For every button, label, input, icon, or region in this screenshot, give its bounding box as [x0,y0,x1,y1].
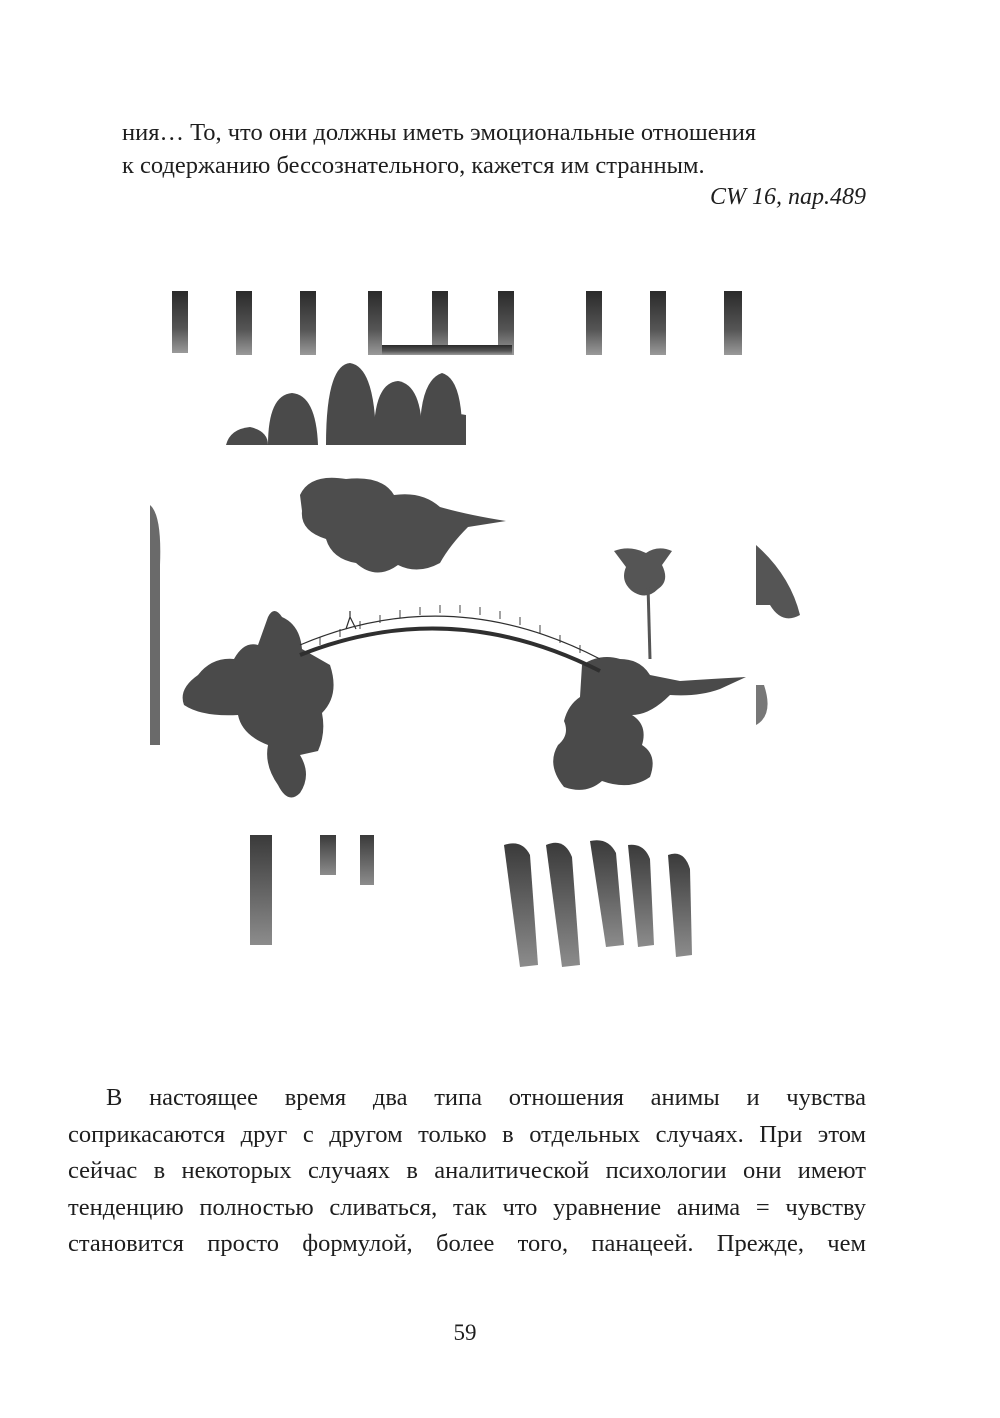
cloud-right [614,548,672,659]
ink-painting-bridge-illustration [150,245,810,1005]
body-line: соприкасаются друг с другом только в отдельных случаях. При этом [68,1120,866,1148]
cloud-left [300,478,506,573]
top-bars [172,291,742,355]
epigraph-quote [122,116,867,182]
quote-line: ния… То, что они должны иметь эмоциональные отношения [122,119,757,146]
quote-citation: CW 16, пар.489 [710,184,866,210]
body-line: В настоящее время два типа отношения анимы и чувства [106,1084,866,1111]
quote-line: к содержанию бессознательного, кажется им странным. [122,152,705,179]
body-paragraph [68,1080,866,1263]
body-line: сейчас в некоторых случаях в аналитической психологии они имеют [68,1157,866,1184]
body-line: тенденцию полностью сливаться, так что уравнение анима = чувству [68,1193,866,1221]
left-cliff [183,611,334,798]
body-line: становится просто формулой, более того, панацеей. Прежде, чем [68,1230,866,1257]
lower-strokes [250,835,692,967]
bridge [300,605,600,671]
upper-strokes [226,363,466,445]
page-number: 59 [453,1320,477,1345]
right-cliff [553,657,746,790]
